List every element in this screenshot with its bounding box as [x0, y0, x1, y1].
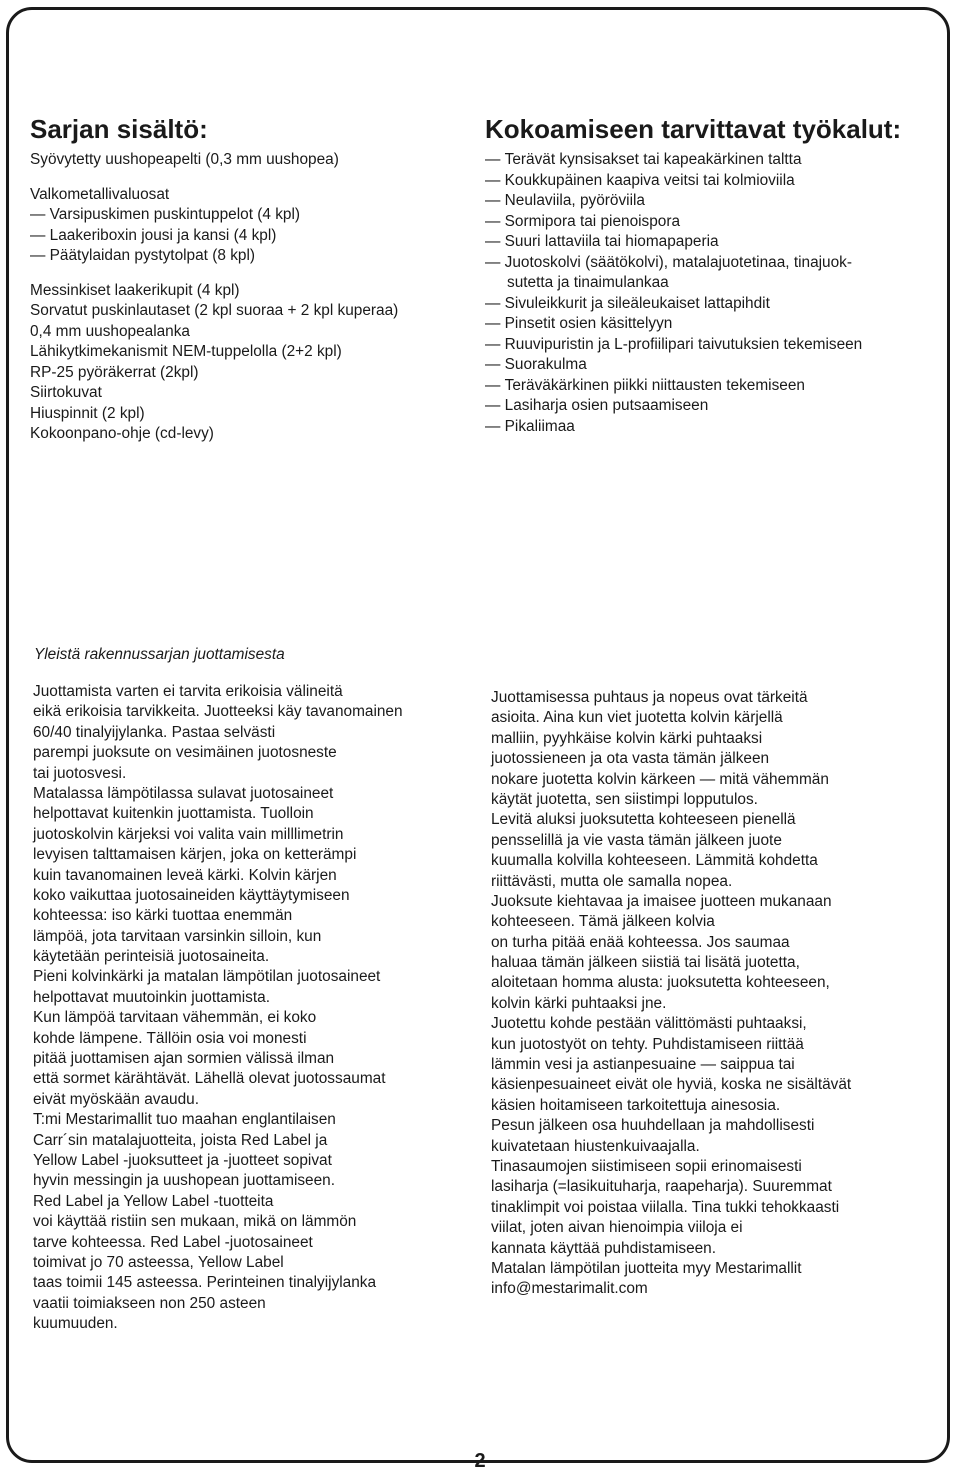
kit-item: — Laakeriboxin jousi ja kansi (4 kpl)	[30, 226, 398, 247]
text-line: tarve kohteessa. Red Label -juotosaineet	[33, 1233, 313, 1251]
text-line: voi käyttää ristiin sen mukaan, mikä on lämmön	[33, 1213, 357, 1231]
text-line: toimivat jo 70 asteessa, Yellow Label	[33, 1253, 284, 1271]
kit-contents-heading: Sarjan sisältö:	[30, 114, 208, 144]
kit-item: Lähikytkimekanismit NEM-tuppelolla (2+2 kpl)	[30, 343, 342, 360]
kit-item: Hiuspinnit (2 kpl)	[30, 404, 145, 422]
kit-item: Syövytetty uushopeapelti (0,3 mm uushopea)	[30, 151, 339, 168]
text-line: kuin tavanomainen leveä kärki. Kolvin kärjen	[33, 866, 337, 884]
tool-item: — Pinsetit osien käsittelyyn	[485, 314, 862, 335]
kit-item: RP-25 pyöräkerrat (2kpl)	[30, 363, 199, 381]
text-line: levyisen talttamaisen kärjen, joka on ketterämpi	[33, 846, 357, 864]
text-line: kun juotostyöt on tehty. Puhdistamiseen riittää	[491, 1035, 804, 1053]
tools-heading: Kokoamiseen tarvittavat työkalut:	[485, 114, 902, 144]
text-line: kohde lämpene. Tällöin osia voi monesti	[33, 1029, 307, 1047]
text-line: Pieni kolvinkärki ja matalan lämpötilan juotosaineet	[33, 968, 381, 986]
text-line: Tinasaumojen siistimiseen sopii erinomaisesti	[491, 1157, 802, 1175]
text-line: juotossieneen ja ota vasta tämän jälkeen	[491, 750, 770, 768]
tool-item: — Pikaliimaa	[485, 417, 862, 438]
text-line: Juoksute kiehtavaa ja imaisee juotteen mukanaan	[491, 892, 832, 910]
text-line: tai juotosvesi.	[33, 764, 127, 782]
text-line: kannata käyttää puhdistamiseen.	[491, 1239, 717, 1257]
kit-item: — Päätylaidan pystytolpat (8 kpl)	[30, 246, 398, 267]
text-line: lämmin vesi ja astianpesuaine — saippua tai	[491, 1056, 795, 1074]
tool-item: — Sormipora tai pienoispora	[485, 212, 862, 233]
text-line: aloitetaan homma alusta: juoksutetta kohteeseen,	[491, 974, 830, 992]
text-line: haluaa tämän jälkeen siistiä tai lisätä juotetta,	[491, 954, 800, 972]
text-line: nokare juotetta kolvin kärkeen — mitä vähemmän	[491, 770, 829, 788]
text-line: Pesun jälkeen osa huuhdellaan ja mahdollisesti	[491, 1117, 815, 1135]
text-line: Matalan lämpötilan juotteita myy Mestarimallit	[491, 1259, 802, 1277]
text-line: koko vaikuttaa juotosaineiden käyttäytymiseen	[33, 886, 350, 904]
tool-item: — Terävät kynsisakset tai kapeakärkinen taltta	[485, 150, 862, 171]
text-line: kohteessa: iso kärki tuottaa enemmän	[33, 907, 293, 925]
text-line: info@mestarimalit.com	[491, 1280, 648, 1298]
text-line: malliin, pyyhkäise kolvin kärki puhtaaksi	[491, 729, 763, 747]
kit-item: Kokoonpano-ohje (cd-levy)	[30, 425, 214, 442]
text-line: Juottamista varten ei tarvita erikoisia välineitä	[33, 683, 343, 700]
text-line: eikä erikoisia tarvikkeita. Juotteeksi käy tavanomainen	[33, 703, 403, 721]
text-line: että sormet kärähtävät. Lähellä olevat juotossaumat	[33, 1070, 386, 1088]
text-line: 60/40 tinalyijylanka. Pastaa selvästi	[33, 723, 276, 741]
text-line: kuumuuden.	[33, 1315, 118, 1333]
text-line: Kun lämpöä tarvitaan vähemmän, ei koko	[33, 1009, 317, 1027]
text-line: kohteeseen. Tämä jälkeen kolvia	[491, 913, 715, 931]
kit-item: Siirtokuvat	[30, 384, 102, 401]
text-line: lämpöä, jota tarvitaan varsinkin silloin, kun	[33, 927, 322, 945]
text-line: tinaklimpit voi poistaa viilalla. Tina tukki tehokkaasti	[491, 1198, 840, 1216]
tool-item: — Teräväkärkinen piikki niittausten tekemiseen	[485, 376, 862, 397]
text-line: Carr´sin matalajuotteita, joista Red Label ja	[33, 1131, 328, 1149]
text-line: kuumalla kolvilla kohteeseen. Lämmitä kohdetta	[491, 852, 818, 870]
kit-item: 0,4 mm uushopealanka	[30, 322, 190, 340]
text-line: Yellow Label -juoksutteet ja -juotteet sopivat	[33, 1151, 332, 1169]
text-line: Red Label ja Yellow Label -tuotteita	[33, 1192, 274, 1210]
tool-item: — Suuri lattaviila tai hiomapaperia	[485, 232, 862, 253]
tool-item: — Juotoskolvi (säätökolvi), matalajuotetinaa, tinajuok-	[485, 253, 862, 274]
text-line: helpottavat kuitenkin juottamista. Tuolloin	[33, 805, 314, 823]
text-line: Matalassa lämpötilassa sulavat juotosaineet	[33, 784, 334, 802]
soldering-text-right	[491, 688, 851, 1300]
text-line: käsienpesuaineet eivät ole hyviä, koska ne sisältävät	[491, 1076, 852, 1094]
text-line: T:mi Mestarimallit tuo maahan englantilaisen	[33, 1111, 336, 1129]
text-line: juotoskolvin kärjeksi voi valita vain milllimetrin	[33, 825, 344, 843]
text-line: Juottamisessa puhtaus ja nopeus ovat tärkeitä	[491, 689, 808, 706]
kit-contents-list	[30, 150, 398, 445]
text-line: viilat, joten aivan hienoimpia viiloja ei	[491, 1219, 743, 1237]
tool-item: — Koukkupäinen kaapiva veitsi tai kolmioviila	[485, 171, 862, 192]
page-number: 2	[474, 1450, 486, 1472]
list-gap	[30, 267, 398, 281]
text-line: käytät juotetta, sen siistimpi lopputulos.	[491, 790, 758, 808]
tool-item: — Lasiharja osien putsaamiseen	[485, 396, 862, 417]
text-line: lasiharja (=lasikuituharja, raapeharja). Suuremmat	[491, 1178, 832, 1196]
soldering-section-title: Yleistä rakennussarjan juottamisesta	[34, 646, 285, 663]
kit-item: Messinkiset laakerikupit (4 kpl)	[30, 281, 240, 299]
tool-item: — Neulaviila, pyöröviila	[485, 191, 862, 212]
text-line: asioita. Aina kun viet juotetta kolvin kärjellä	[491, 709, 783, 727]
text-line: pensselillä ja vie vasta tämän jälkeen juote	[491, 831, 782, 849]
text-line: riittävästi, mutta ole samalla nopea.	[491, 872, 733, 890]
text-line: parempi juoksute on vesimäinen juotosneste	[33, 744, 337, 762]
text-line: pitää juottamisen ajan sormien välissä ilman	[33, 1050, 335, 1068]
text-line: on turha pitää enää kohteessa. Jos saumaa	[491, 933, 790, 951]
tool-item: — Sivuleikkurit ja sileäleukaiset lattapihdit	[485, 294, 862, 315]
text-line: kolvin kärki puhtaaksi jne.	[491, 994, 667, 1012]
text-line: Levitä aluksi juoksutetta kohteeseen pienellä	[491, 811, 796, 829]
soldering-text-left	[33, 682, 403, 1335]
text-line: Juotettu kohde pestään välittömästi puhtaaksi,	[491, 1015, 807, 1033]
text-line: taas toimii 145 asteessa. Perinteinen tinalyijylanka	[33, 1274, 377, 1292]
kit-item: Valkometallivaluosat	[30, 185, 170, 203]
text-line: vaatii toimiakseen non 250 asteen	[33, 1294, 266, 1312]
text-line: helpottavat muutoinkin juottamista.	[33, 988, 270, 1006]
tool-item: — Suorakulma	[485, 355, 862, 376]
text-line: hyvin messingin ja uushopean juottamiseen.	[33, 1172, 336, 1190]
text-line: käytetään perinteisiä juotosaineita.	[33, 948, 270, 966]
kit-item: — Varsipuskimen puskintuppelot (4 kpl)	[30, 205, 398, 226]
kit-item: Sorvatut puskinlautaset (2 kpl suoraa + 2 kpl kuperaa)	[30, 302, 399, 319]
tools-list	[485, 150, 862, 437]
tool-item: sutetta ja tinaimulankaa	[507, 274, 669, 291]
tool-item: — Ruuvipuristin ja L-profiilipari taivutuksien tekemiseen	[485, 335, 862, 356]
list-gap	[30, 171, 398, 185]
text-line: kuivatetaan hiustenkuivaajalla.	[491, 1137, 700, 1155]
text-line: eivät myöskään avaudu.	[33, 1090, 199, 1108]
text-line: käsien hoitamiseen tarkoitettuja ainesosia.	[491, 1096, 781, 1114]
